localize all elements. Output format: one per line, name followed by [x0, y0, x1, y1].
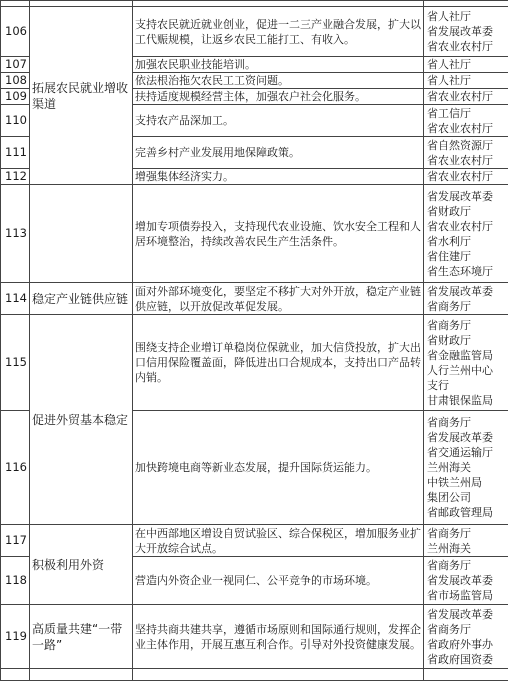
row-number: 108 [1, 73, 30, 89]
row-number: 116 [1, 411, 30, 525]
dept-cell [424, 89, 508, 105]
dept-item: 省交通运输厅 [427, 445, 506, 460]
dept-cell [424, 169, 508, 185]
row-number: 114 [1, 283, 30, 315]
dept-cell [424, 73, 508, 89]
category-cell: 促进外贸基本稳定 [30, 315, 133, 525]
table-row [1, 315, 508, 411]
category-cell: 积极利用外资 [30, 525, 133, 605]
dept-item: 支行 [427, 378, 506, 393]
row-number: 118 [1, 557, 30, 605]
dept-item: 省农业农村厅 [427, 169, 506, 184]
dept-cell [424, 605, 508, 669]
dept-cell [424, 525, 508, 557]
task-cell: 围绕支持企业增订单稳岗位保就业，加大信贷投放，扩大出口信用保险覆盖面，降低进出口合规成本，支持出口产品转内销。 [133, 315, 424, 411]
table-row [1, 7, 508, 57]
task-cell: 在中西部地区增设自贸试验区、综合保税区，增加服务业扩大开放综合试点。 [133, 525, 424, 557]
table-row [1, 605, 508, 669]
dept-item: 省财政厅 [427, 333, 506, 348]
dept-item: 省发展改革委 [427, 189, 506, 204]
dept-cell [424, 7, 508, 57]
dept-item: 集团公司 [427, 490, 506, 505]
dept-item: 省商务厅 [427, 558, 506, 573]
dept-item: 省人社厅 [427, 73, 506, 88]
dept-item: 省住建厅 [427, 249, 506, 264]
task-cell: 面对外部环境变化，要坚定不移扩大对外开放，稳定产业链供应链，以开放促改革促发展。 [133, 283, 424, 315]
dept-item: 省发展改革委 [427, 284, 506, 299]
category-cell: 拓展农民就业增收渠道 [30, 7, 133, 185]
row-number: 109 [1, 89, 30, 105]
dept-item: 省工信厅 [427, 106, 506, 121]
dept-item: 人行兰州中心 [427, 363, 506, 378]
dept-item: 省农业农村厅 [427, 121, 506, 136]
dept-item: 省邮政管理局 [427, 505, 506, 520]
dept-item: 省生态环境厅 [427, 264, 506, 279]
row-number: 107 [1, 57, 30, 73]
dept-cell [424, 137, 508, 169]
dept-item: 省财政厅 [427, 204, 506, 219]
dept-item: 省商务厅 [427, 415, 506, 430]
dept-item: 省商务厅 [427, 318, 506, 333]
row-number: 115 [1, 315, 30, 411]
dept-cell [424, 57, 508, 73]
task-cell: 增加专项债券投入，支持现代农业设施、饮水安全工程和人居环境整治，持续改善农民生产生活条件。 [133, 185, 424, 283]
dept-item: 省发展改革委 [427, 24, 506, 39]
row-number: 112 [1, 169, 30, 185]
dept-cell [424, 315, 508, 411]
dept-item: 省商务厅 [427, 526, 506, 541]
dept-item: 甘肃银保监局 [427, 393, 506, 408]
table-row [1, 283, 508, 315]
task-cell: 加快跨境电商等新业态发展，提升国际货运能力。 [133, 411, 424, 525]
category-cell-empty [30, 185, 133, 283]
dept-item: 省政府外事办 [427, 637, 506, 652]
task-cell: 支持农民就近就业创业，促进一二三产业融合发展，扩大以工代赈规模，让返乡农民工能打工、有收入。 [133, 7, 424, 57]
task-cell: 坚持共商共建共享，遵循市场原则和国际通行规则，发挥企业主体作用，开展互惠互利合作。引导对外投资健康发展。 [133, 605, 424, 669]
dept-item: 省农业农村厅 [427, 219, 506, 234]
table-row-partial [1, 669, 508, 681]
dept-item: 省发展改革委 [427, 430, 506, 445]
dept-item: 兰州海关 [427, 541, 506, 556]
dept-item: 省人社厅 [427, 57, 506, 72]
row-number: 111 [1, 137, 30, 169]
dept-item: 省政府国资委 [427, 652, 506, 667]
dept-item: 省商务厅 [427, 299, 506, 314]
dept-item: 省金融监管局 [427, 348, 506, 363]
task-cell: 支持农产品深加工。 [133, 105, 424, 137]
task-cell: 营造内外资企业一视同仁、公平竞争的市场环境。 [133, 557, 424, 605]
row-number: 117 [1, 525, 30, 557]
task-cell: 扶持适度规模经营主体，加强农户社会化服务。 [133, 89, 424, 105]
dept-item: 省市场监管局 [427, 588, 506, 603]
table-row [1, 525, 508, 557]
row-number: 119 [1, 605, 30, 669]
category-cell: 高质量共建“一带一路” [30, 605, 133, 669]
dept-cell [424, 185, 508, 283]
dept-item: 省水利厅 [427, 234, 506, 249]
task-cell: 依法根治拖欠农民工工资问题。 [133, 73, 424, 89]
row-number: 106 [1, 7, 30, 57]
table-row [1, 185, 508, 283]
task-cell: 完善乡村产业发展用地保障政策。 [133, 137, 424, 169]
dept-item: 省发展改革委 [427, 573, 506, 588]
dept-cell [424, 283, 508, 315]
dept-item: 省商务厅 [427, 622, 506, 637]
dept-item: 省农业农村厅 [427, 153, 506, 168]
dept-cell [424, 557, 508, 605]
dept-item: 省农业农村厅 [427, 39, 506, 54]
dept-item: 兰州海关 [427, 460, 506, 475]
dept-cell [424, 105, 508, 137]
dept-item: 省自然资源厅 [427, 138, 506, 153]
task-cell: 增强集体经济实力。 [133, 169, 424, 185]
row-number: 113 [1, 185, 30, 283]
dept-item: 省农业农村厅 [427, 89, 506, 104]
task-cell: 加强农民职业技能培训。 [133, 57, 424, 73]
dept-cell [424, 411, 508, 525]
dept-item: 省发展改革委 [427, 607, 506, 622]
category-cell: 稳定产业链供应链 [30, 283, 133, 315]
dept-item: 中铁兰州局 [427, 475, 506, 490]
row-number: 110 [1, 105, 30, 137]
dept-item: 省人社厅 [427, 9, 506, 24]
